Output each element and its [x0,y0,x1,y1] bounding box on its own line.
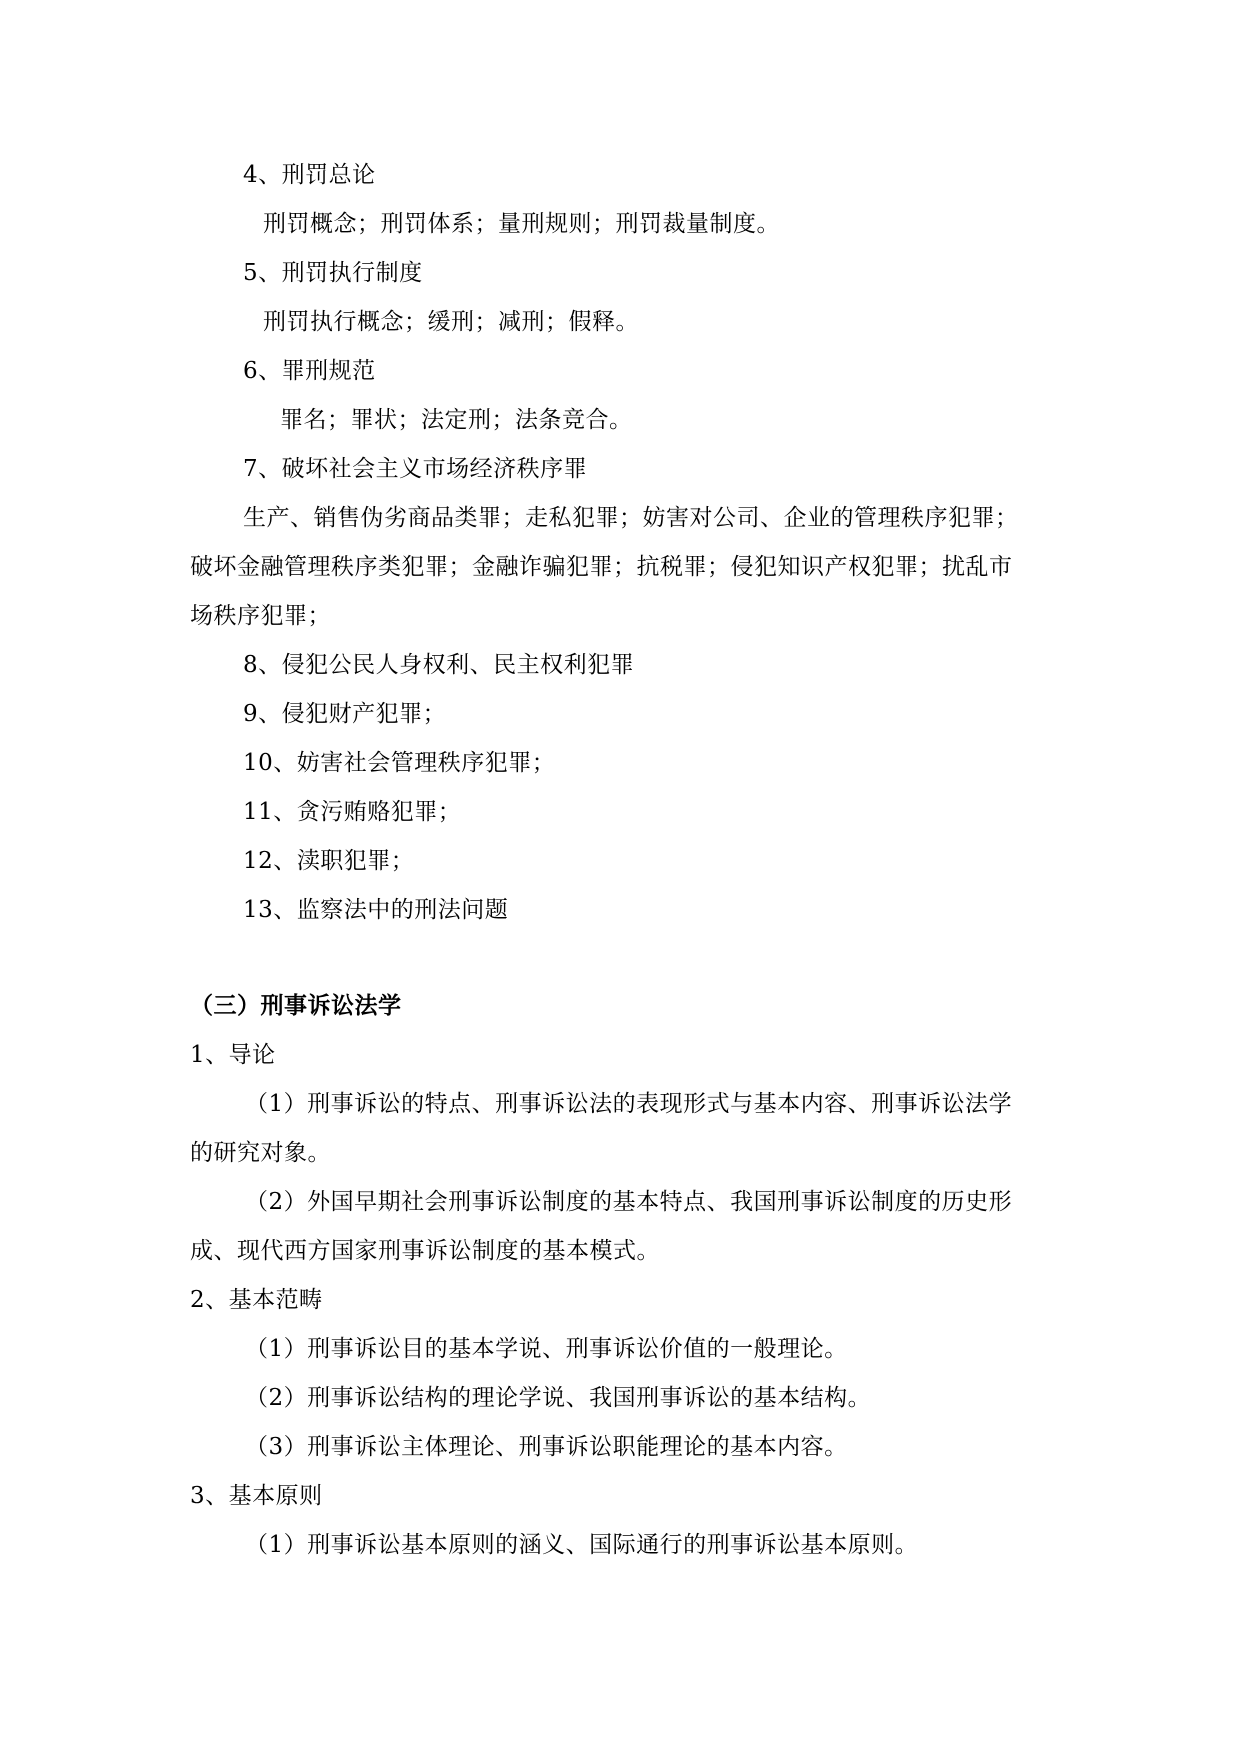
subsection-2-para-1: （1）刑事诉讼目的基本学说、刑事诉讼价值的一般理论。 [245,1336,848,1362]
subsection-3-para-1: （1）刑事诉讼基本原则的涵义、国际通行的刑事诉讼基本原则。 [245,1532,919,1558]
item-13: 13、监察法中的刑法问题 [243,897,509,923]
subsection-1-para-2-line-2: 成、现代西方国家刑事诉讼制度的基本模式。 [190,1238,660,1264]
subsection-2-para-2: （2）刑事诉讼结构的理论学说、我国刑事诉讼的基本结构。 [245,1385,872,1411]
subsection-2-title: 2、基本范畴 [190,1287,323,1313]
item-7-body-line-1: 生产、销售伪劣商品类罪；走私犯罪；妨害对公司、企业的管理秩序犯罪； [243,505,1019,531]
item-7-body-line-3: 场秩序犯罪； [190,603,331,629]
section-heading: （三）刑事诉讼法学 [190,992,402,1019]
subsection-3-title: 3、基本原则 [190,1483,323,1509]
item-7-body-line-2: 破坏金融管理秩序类犯罪；金融诈骗犯罪；抗税罪；侵犯知识产权犯罪；扰乱市 [190,554,1013,580]
item-6-title: 6、罪刑规范 [243,358,376,384]
subsection-1-para-1-line-1: （1）刑事诉讼的特点、刑事诉讼法的表现形式与基本内容、刑事诉讼法学 [245,1091,1013,1117]
item-5-body: 刑罚执行概念；缓刑；减刑；假释。 [263,309,639,335]
item-9: 9、侵犯财产犯罪； [243,701,447,727]
item-11: 11、贪污贿赂犯罪； [243,799,462,825]
item-7-title: 7、破坏社会主义市场经济秩序罪 [243,456,588,482]
subsection-1-title: 1、导论 [190,1042,276,1068]
item-5-title: 5、刑罚执行制度 [243,260,423,286]
item-10: 10、妨害社会管理秩序犯罪； [243,750,556,776]
subsection-2-para-3: （3）刑事诉讼主体理论、刑事诉讼职能理论的基本内容。 [245,1434,848,1460]
subsection-1-para-1-line-2: 的研究对象。 [190,1140,331,1166]
item-4-title: 4、刑罚总论 [243,162,376,188]
item-6-body: 罪名；罪状；法定刑；法条竞合。 [280,407,633,433]
item-4-body: 刑罚概念；刑罚体系；量刑规则；刑罚裁量制度。 [263,211,780,237]
item-8: 8、侵犯公民人身权利、民主权利犯罪 [243,652,635,678]
subsection-1-para-2-line-1: （2）外国早期社会刑事诉讼制度的基本特点、我国刑事诉讼制度的历史形 [245,1189,1013,1215]
item-12: 12、渎职犯罪； [243,848,415,874]
